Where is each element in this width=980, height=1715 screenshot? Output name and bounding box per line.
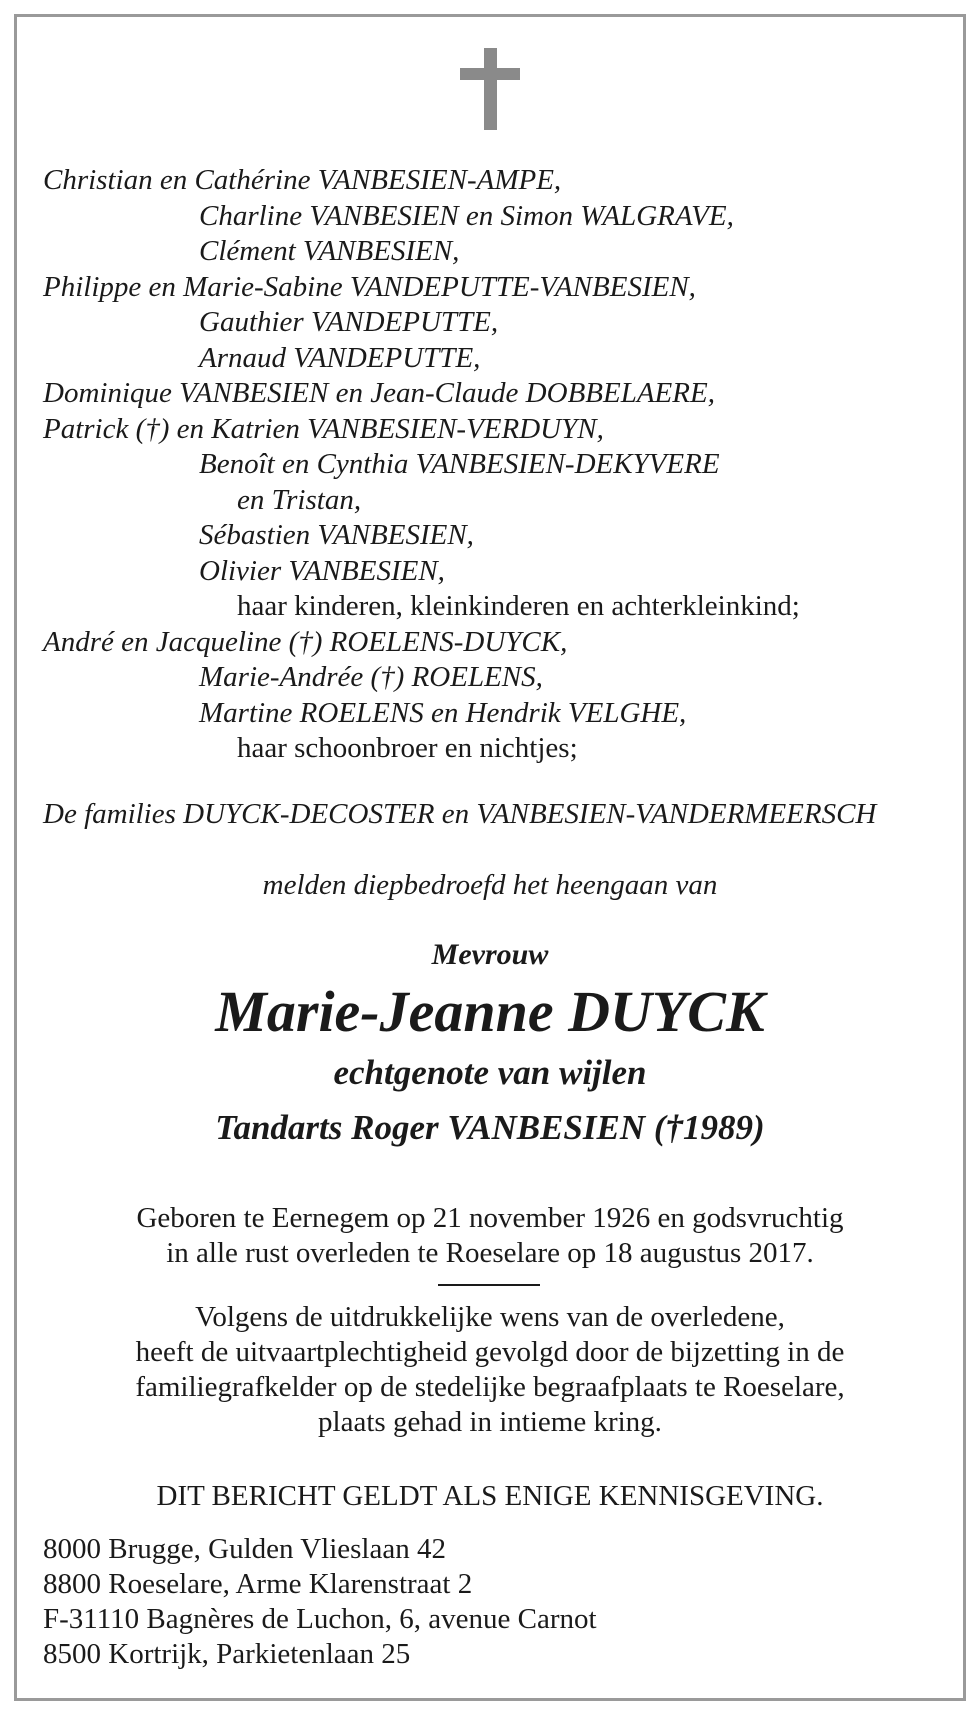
families-line: De families DUYCK-DECOSTER en VANBESIEN-VANDERMEERSCH xyxy=(43,798,877,830)
funeral-line-2: heeft de uitvaartplechtigheid gevolgd door de bijzetting in de xyxy=(135,1336,845,1368)
family-line: Arnaud VANDEPUTTE, xyxy=(199,342,481,374)
deceased-name: Marie-Jeanne DUYCK xyxy=(215,979,765,1044)
funeral-line-3: familiegrafkelder op de stedelijke begraafplaats te Roeselare, xyxy=(135,1371,845,1403)
birth-line-1: Geboren te Eernegem op 21 november 1926 en godsvruchtig xyxy=(136,1202,844,1234)
family-line: Gauthier VANDEPUTTE, xyxy=(199,306,499,338)
family-line: André en Jacqueline (†) ROELENS-DUYCK, xyxy=(43,626,568,658)
announcement: melden diepbedroefd het heengaan van xyxy=(262,869,718,901)
family-line: Benoît en Cynthia VANBESIEN-DEKYVERE xyxy=(199,448,720,480)
divider-rule xyxy=(438,1284,540,1286)
notice-line: DIT BERICHT GELDT ALS ENIGE KENNISGEVING. xyxy=(156,1480,824,1512)
relation-line: echtgenote van wijlen xyxy=(333,1053,647,1092)
family-line: Olivier VANBESIEN, xyxy=(199,555,445,587)
address-line: 8000 Brugge, Gulden Vlieslaan 42 xyxy=(43,1533,446,1565)
latin-cross-icon xyxy=(460,48,520,130)
deceased-title: Mevrouw xyxy=(431,938,549,971)
funeral-line-4: plaats gehad in intieme kring. xyxy=(318,1406,662,1438)
funeral-line-1: Volgens de uitdrukkelijke wens van de overledene, xyxy=(195,1301,785,1333)
family-line: en Tristan, xyxy=(237,484,362,516)
family-line: haar schoonbroer en nichtjes; xyxy=(237,732,578,764)
family-line: Charline VANBESIEN en Simon WALGRAVE, xyxy=(199,200,734,232)
family-line: Dominique VANBESIEN en Jean-Claude DOBBELAERE, xyxy=(43,377,715,409)
family-line: Christian en Cathérine VANBESIEN-AMPE, xyxy=(43,164,562,196)
family-line: Philippe en Marie-Sabine VANDEPUTTE-VANBESIEN, xyxy=(43,271,696,303)
family-line: Clément VANBESIEN, xyxy=(199,235,460,267)
family-line: Sébastien VANBESIEN, xyxy=(199,519,474,551)
birth-line-2: in alle rust overleden te Roeselare op 18 augustus 2017. xyxy=(166,1237,814,1269)
spouse-line: Tandarts Roger VANBESIEN (†1989) xyxy=(215,1108,765,1147)
family-line: Marie-Andrée (†) ROELENS, xyxy=(199,661,543,693)
family-line: Martine ROELENS en Hendrik VELGHE, xyxy=(199,697,687,729)
address-line: 8800 Roeselare, Arme Klarenstraat 2 xyxy=(43,1568,473,1600)
address-line: F-31110 Bagnères de Luchon, 6, avenue Carnot xyxy=(43,1603,597,1635)
address-line: 8500 Kortrijk, Parkietenlaan 25 xyxy=(43,1638,411,1670)
family-line: haar kinderen, kleinkinderen en achterkleinkind; xyxy=(237,590,800,622)
family-line: Patrick (†) en Katrien VANBESIEN-VERDUYN, xyxy=(43,413,604,445)
